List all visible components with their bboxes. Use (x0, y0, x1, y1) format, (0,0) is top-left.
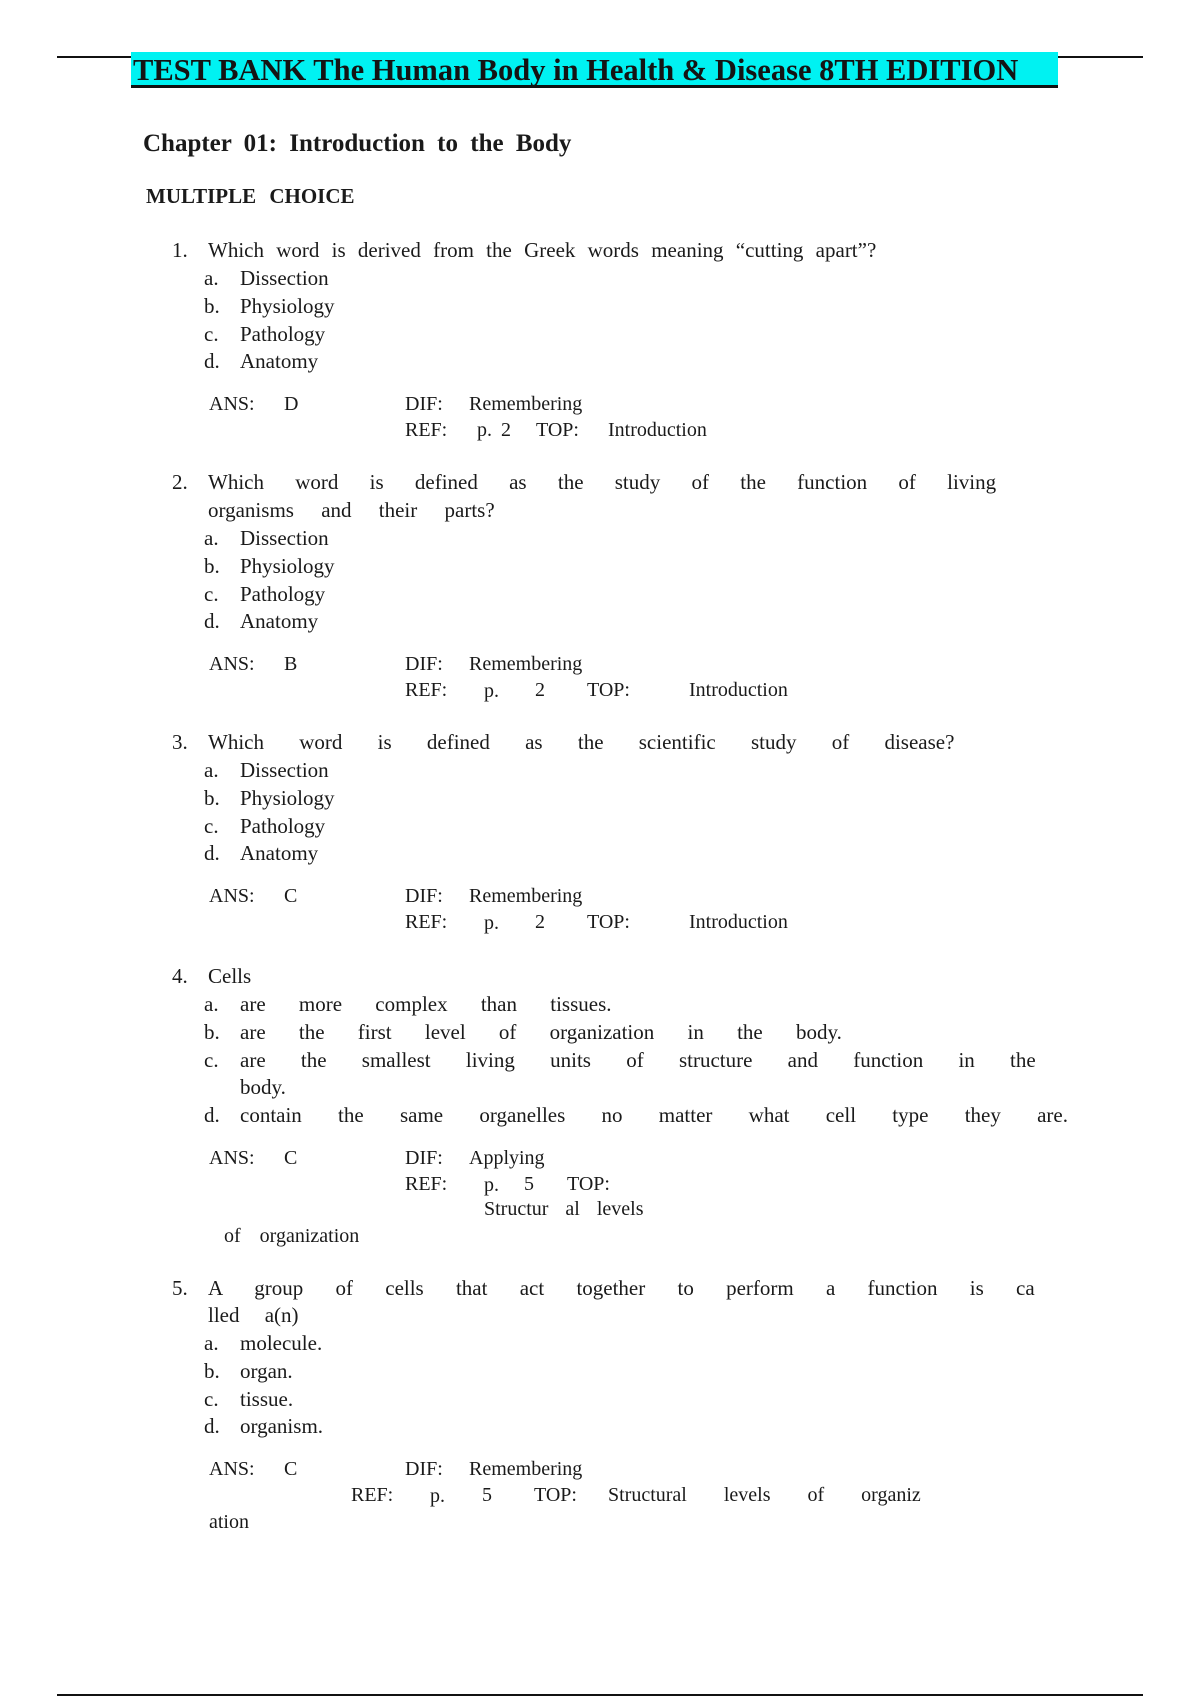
option-text: contain the same organelles no matter what cell type they are. (240, 1103, 1068, 1127)
option-letter: b. (204, 554, 220, 578)
option-text: Pathology (240, 814, 326, 838)
difficulty-value: Remembering (469, 1458, 583, 1480)
option-letter: a. (204, 992, 219, 1016)
topic-value: Structural levels of organiz (608, 1484, 921, 1506)
question-number: 3. (172, 730, 188, 754)
answer-label: ANS: (209, 885, 255, 907)
answer-value: C (284, 1458, 298, 1480)
bottom-rule (57, 1694, 1143, 1696)
difficulty-label: DIF: (405, 1458, 443, 1480)
option-letter: a. (204, 266, 219, 290)
option-letter: b. (204, 294, 220, 318)
reference-label: REF: (351, 1484, 394, 1506)
topic-value-continued: ation (209, 1511, 249, 1533)
topic-label: TOP: (587, 911, 630, 933)
option-letter: a. (204, 526, 219, 550)
option-letter: d. (204, 349, 220, 373)
option-letter: d. (204, 1103, 220, 1127)
option-text: tissue. (240, 1387, 294, 1411)
answer-label: ANS: (209, 653, 255, 675)
answer-label: ANS: (209, 393, 255, 415)
option-letter: d. (204, 1414, 220, 1438)
option-text: Anatomy (240, 841, 319, 865)
question-stem: Cells (208, 964, 252, 988)
question-stem: Which word is derived from the Greek words meaning “cutting apart”? (208, 238, 877, 262)
question-number: 4. (172, 964, 188, 988)
topic-label: TOP: (567, 1173, 610, 1195)
option-letter: c. (204, 1048, 219, 1072)
option-letter: c. (204, 814, 219, 838)
question-stem-continued: organisms and their parts? (208, 498, 495, 522)
topic-label: TOP: (587, 679, 630, 701)
option-letter: d. (204, 841, 220, 865)
question-stem-continued: lled a(n) (208, 1303, 299, 1327)
option-text: Pathology (240, 322, 326, 346)
topic-value: Structur al levels (484, 1198, 644, 1220)
question-number: 2. (172, 470, 188, 494)
chapter-heading: Chapter 01: Introduction to the Body (143, 130, 572, 157)
difficulty-value: Applying (469, 1147, 545, 1169)
topic-value: Introduction (689, 679, 788, 701)
reference-label: REF: (405, 679, 448, 701)
topic-value-continued: of organization (224, 1225, 360, 1247)
section-heading: MULTIPLE CHOICE (146, 184, 355, 208)
option-text: organism. (240, 1414, 324, 1438)
difficulty-label: DIF: (405, 393, 443, 415)
option-letter: c. (204, 582, 219, 606)
answer-value: C (284, 1147, 298, 1169)
option-text: organ. (240, 1359, 293, 1383)
option-letter: c. (204, 322, 219, 346)
option-text: Physiology (240, 786, 335, 810)
option-letter: b. (204, 1020, 220, 1044)
option-text: Physiology (240, 554, 335, 578)
option-text: Physiology (240, 294, 335, 318)
reference-label: REF: (405, 419, 448, 441)
reference-page-number: 5 (482, 1484, 492, 1506)
option-letter: a. (204, 758, 219, 782)
option-text: Pathology (240, 582, 326, 606)
difficulty-value: Remembering (469, 885, 583, 907)
option-letter: a. (204, 1331, 219, 1355)
option-text: molecule. (240, 1331, 323, 1355)
reference-page-number: 2 (535, 679, 545, 701)
option-text: Anatomy (240, 609, 319, 633)
option-text: Dissection (240, 526, 329, 550)
option-text: Dissection (240, 758, 329, 782)
option-text: are more complex than tissues. (240, 992, 612, 1016)
question-stem: Which word is defined as the scientific study of disease? (208, 730, 955, 754)
reference-page-number: 2 (535, 911, 545, 933)
difficulty-label: DIF: (405, 653, 443, 675)
reference-page-prefix: p. (484, 1174, 499, 1196)
option-letter: b. (204, 1359, 220, 1383)
option-text: Anatomy (240, 349, 319, 373)
difficulty-label: DIF: (405, 885, 443, 907)
topic-label: TOP: (536, 419, 579, 441)
answer-label: ANS: (209, 1147, 255, 1169)
question-stem: Which word is defined as the study of the function of living (208, 470, 997, 494)
topic-label: TOP: (534, 1484, 577, 1506)
option-text-continued: body. (240, 1075, 286, 1099)
answer-value: C (284, 885, 298, 907)
reference-page-prefix: p. (484, 912, 499, 934)
topic-value: Introduction (689, 911, 788, 933)
document-title: TEST BANK The Human Body in Health & Disease 8TH EDITION (131, 52, 1058, 88)
option-letter: d. (204, 609, 220, 633)
option-text: are the first level of organization in the body. (240, 1020, 842, 1044)
difficulty-value: Remembering (469, 653, 583, 675)
question-number: 5. (172, 1276, 188, 1300)
reference-value: p. 2 (477, 419, 511, 441)
topic-value: Introduction (608, 419, 707, 441)
option-text: Dissection (240, 266, 329, 290)
question-stem: A group of cells that act together to perform a function is ca (208, 1276, 1035, 1300)
option-text: are the smallest living units of structure and function in the (240, 1048, 1036, 1072)
reference-page-prefix: p. (484, 680, 499, 702)
answer-value: B (284, 653, 298, 675)
difficulty-label: DIF: (405, 1147, 443, 1169)
option-letter: b. (204, 786, 220, 810)
reference-label: REF: (405, 1173, 448, 1195)
reference-label: REF: (405, 911, 448, 933)
question-number: 1. (172, 238, 188, 262)
difficulty-value: Remembering (469, 393, 583, 415)
option-letter: c. (204, 1387, 219, 1411)
reference-page-number: 5 (524, 1173, 534, 1195)
reference-page-prefix: p. (430, 1485, 445, 1507)
answer-label: ANS: (209, 1458, 255, 1480)
answer-value: D (284, 393, 299, 415)
